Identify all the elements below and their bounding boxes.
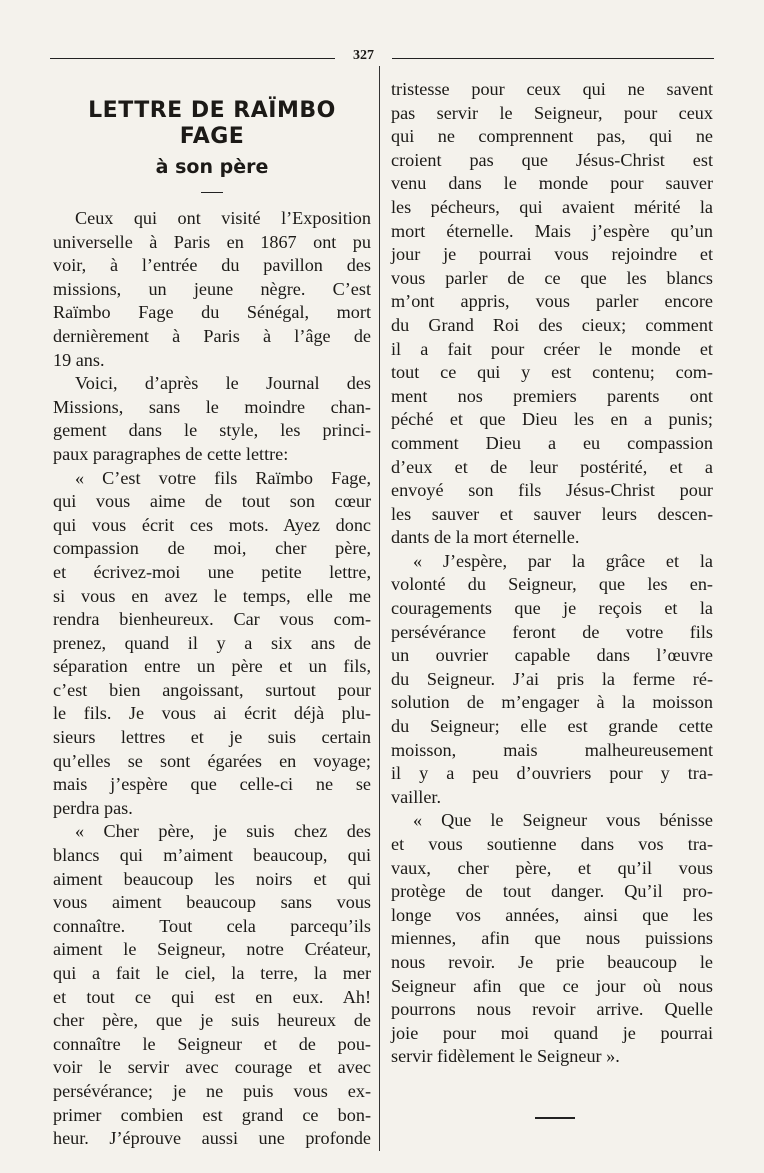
text-line: jour je pourrai vous rejoindre et (391, 244, 713, 265)
article-subtitle: à son père (155, 156, 269, 178)
text-line: qui vous aime de tout son cœur (53, 491, 371, 512)
right-column-text (391, 78, 713, 1069)
text-line: blancs qui m’aiment beaucoup, qui (53, 845, 371, 866)
text-line: persévérance; je ne puis vous ex- (53, 1080, 371, 1101)
text-line: comment Dieu a eu compassion (391, 432, 713, 453)
text-line: qui a fait le ciel, la terre, la mer (53, 963, 371, 983)
text-line: dernièrement à Paris à l’âge de (53, 325, 371, 346)
text-line: « Que le Seigneur vous bénisse (413, 810, 713, 831)
text-line: connaître le Seigneur et de pou- (53, 1033, 371, 1054)
text-line: péché et que Dieu les en a punis; (391, 409, 713, 430)
text-line: venu dans le monde pour sauver (391, 173, 713, 194)
text-line: moisson, mais malheureusement (391, 739, 713, 760)
text-line: « J’espère, par la grâce et la (413, 550, 713, 571)
text-line: « Cher père, je suis chez des (75, 821, 371, 842)
text-line: et vous soutienne dans vos tra- (391, 834, 713, 854)
text-line: pas servir le Seigneur, pour ceux (391, 102, 713, 123)
text-line: pourrons nous revoir arrive. Quelle (391, 999, 713, 1020)
text-line: il a fait pour créer le monde et (391, 338, 713, 359)
text-line: mais j’espère que celle-ci ne se (53, 774, 371, 795)
text-line: voir, à l’entrée du pavillon des (53, 255, 371, 276)
text-line: ment nos premiers parents ont (391, 385, 713, 406)
column-divider (379, 66, 380, 1151)
text-line: Missions, sans le moindre chan- (53, 396, 371, 417)
text-line: cher père, que je suis heureux de (53, 1010, 371, 1031)
text-line: nous revoir. Je prie beaucoup le (391, 951, 713, 972)
text-line: prenez, quand il y a six ans de (53, 632, 371, 653)
text-line: Voici, d’après le Journal des (75, 373, 371, 394)
text-line: vailler. (391, 786, 441, 807)
text-line: « C’est votre fils Raïmbo Fage, (75, 467, 371, 488)
text-line: heur. J’éprouve aussi une profonde (53, 1128, 371, 1149)
text-line: le fils. Je vous ai écrit déjà plu- (53, 703, 371, 724)
header-rule-left (50, 58, 335, 59)
text-line: perdra pas. (53, 797, 133, 818)
text-line: séparation entre un père et un fils, (53, 656, 371, 677)
text-line: volonté du Seigneur, que les en- (391, 574, 713, 595)
text-line: envoyé son fils Jésus-Christ pour (391, 480, 713, 501)
text-line: vous parler de ce que les blancs (391, 267, 713, 288)
text-line: un ouvrier capable dans l’œuvre (391, 645, 713, 666)
text-line: gement dans le style, les princi- (53, 420, 371, 441)
text-line: du Seigneur. J’ai pris la ferme ré- (391, 668, 713, 689)
text-line: aiment beaucoup les noirs et qui (53, 868, 371, 889)
text-line: rendra bienheureux. Car vous com- (53, 609, 371, 630)
text-line: et écrivez-moi une petite lettre, (53, 561, 371, 582)
text-line: d’eux et de leur postérité, et a (391, 456, 713, 477)
text-line: solution de m’engager à la moisson (391, 692, 713, 713)
text-line: paux paragraphes de cette lettre: (53, 443, 289, 464)
text-line: il y a peu d’ouvriers pour y tra- (391, 763, 713, 784)
text-line: Seigneur afin que ce jour où nous (391, 975, 713, 996)
end-rule (535, 1117, 575, 1119)
text-line: connaître. Tout cela parcequ’ils (53, 915, 371, 936)
text-line: Raïmbo Fage du Sénégal, mort (53, 302, 371, 323)
text-line: servir fidèlement le Seigneur ». (391, 1046, 620, 1067)
text-line: protège de tout danger. Qu’il pro- (391, 881, 713, 902)
text-line: voir le servir avec courage et avec (53, 1057, 371, 1078)
text-line: 19 ans. (53, 349, 105, 370)
text-line: qui vous écrit ces mots. Ayez donc (53, 514, 371, 535)
text-line: tout ce qui y est contenu; com- (391, 362, 713, 383)
text-line: compassion de moi, cher père, (53, 538, 371, 559)
header-rule-right (392, 58, 714, 59)
text-line: les sauver et sauver leurs descen- (391, 503, 713, 524)
text-line: mort éternelle. Mais j’espère qu’un (391, 220, 713, 241)
text-line: croient pas que Jésus-Christ est (391, 149, 713, 170)
text-line: c’est bien angoissant, surtout pour (53, 679, 371, 700)
text-line: aiment le Seigneur, notre Créateur, (53, 939, 371, 960)
text-line: sieurs lettres et je suis certain (53, 727, 371, 748)
left-column (53, 80, 371, 1151)
left-column-text (53, 207, 371, 1151)
text-line: couragements que je reçois et la (391, 598, 713, 619)
page-header (50, 46, 714, 66)
text-line: m’ont appris, vous parler encore (391, 291, 713, 312)
text-line: missions, un jeune nègre. C’est (53, 278, 371, 299)
text-line: persévérance feront de votre fils (391, 621, 713, 642)
text-line: miennes, afin que nous puissions (391, 928, 713, 949)
text-line: les pécheurs, qui avaient mérité la (391, 196, 713, 217)
text-line: et tout ce qui est en eux. Ah! (53, 986, 371, 1007)
text-line: joie pour moi quand je pourrai (391, 1022, 713, 1043)
right-column (391, 78, 713, 1069)
text-line: vaux, cher père, et qu’il vous (391, 857, 713, 878)
article-title: LETTRE DE RAÏMBO FAGE (88, 98, 336, 149)
text-line: du Grand Roi des cieux; comment (391, 314, 713, 335)
text-line: longe vos années, ainsi que les (391, 904, 713, 925)
text-line: dants de la mort éternelle. (391, 527, 580, 548)
text-line: du Seigneur; elle est grande cette (391, 716, 713, 737)
text-line: Ceux qui ont visité l’Exposition (75, 208, 371, 228)
title-separator (201, 192, 223, 193)
text-line: universelle à Paris en 1867 ont pu (53, 231, 371, 252)
text-line: qui ne comprennent pas, qui ne (391, 126, 713, 147)
page-number: 327 (353, 48, 374, 63)
text-line: primer combien est grand ce bon- (53, 1104, 371, 1125)
text-line: vous aiment beaucoup sans vous (53, 892, 371, 913)
text-line: tristesse pour ceux qui ne savent (391, 79, 713, 99)
text-line: qu’elles se sont égarées en voyage; (53, 750, 371, 771)
text-line: si vous en avez le temps, elle me (53, 585, 371, 606)
